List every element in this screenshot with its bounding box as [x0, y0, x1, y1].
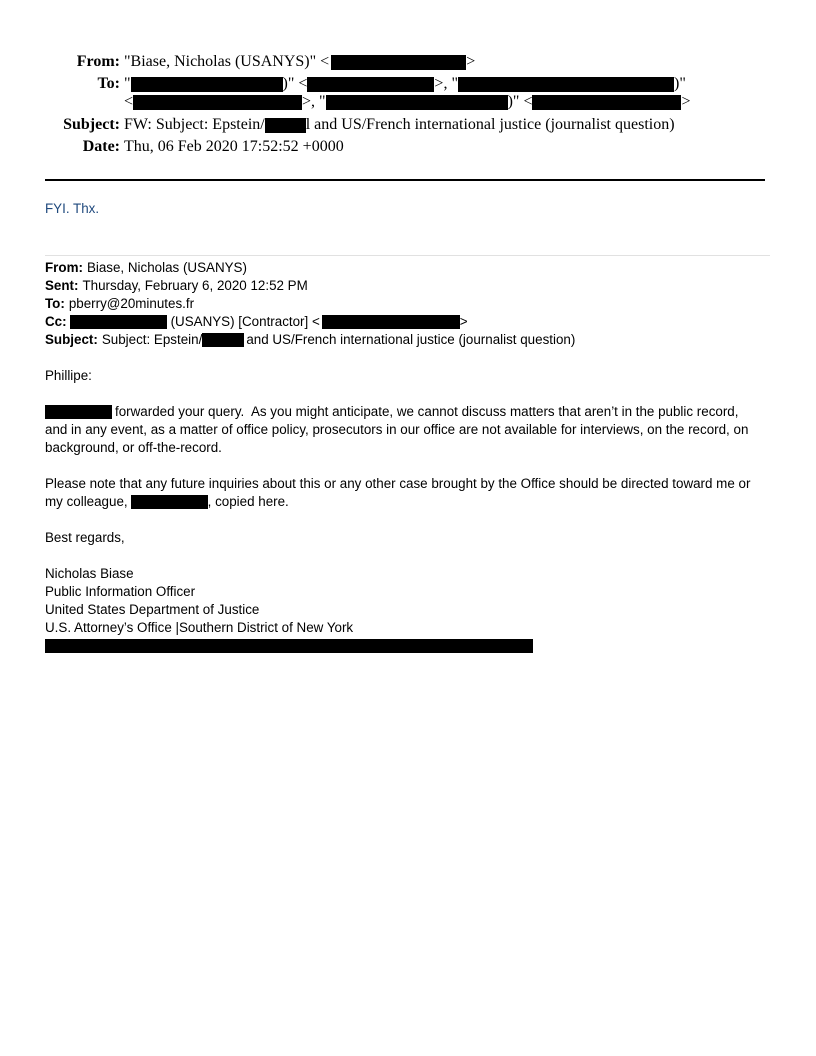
signature-name: Nicholas Biase — [45, 566, 134, 581]
redaction-box — [131, 495, 208, 509]
paragraph-text: my colleague, — [45, 494, 128, 509]
header-to-segment: )" < — [507, 93, 533, 110]
redaction-box — [458, 77, 674, 92]
header-to-segment: >, " — [434, 75, 458, 92]
paragraph-text: , copied here. — [207, 494, 289, 509]
header-to-row — [0, 75, 686, 93]
header-separator-rule — [45, 179, 765, 181]
header-subject-end: l and US/French international justice (journalist question) — [305, 116, 675, 133]
header-to-value-line2 — [124, 93, 691, 110]
fwd-to-label: To: — [45, 296, 65, 311]
header-from-row — [0, 53, 475, 71]
fwd-cc-close: > — [459, 314, 468, 329]
header-subject-start: FW: Subject: Epstein/ — [124, 116, 265, 133]
redaction-box — [532, 95, 681, 110]
header-to-segment: >, " — [302, 93, 326, 110]
fwd-from-line — [45, 259, 785, 277]
header-to-label: To: — [97, 75, 120, 92]
paragraph-line — [45, 493, 785, 511]
redaction-box — [70, 315, 167, 329]
fwd-sent-label: Sent: — [45, 278, 79, 293]
closing: Best regards, — [45, 530, 125, 545]
redaction-box — [45, 405, 112, 419]
fwd-subject-line — [45, 331, 785, 349]
redaction-box — [322, 315, 460, 329]
header-subject-row — [0, 116, 675, 134]
header-date-label: Date: — [82, 138, 120, 155]
fwd-to-value: pberry@20minutes.fr — [68, 296, 195, 311]
fwd-subject-start: Subject: Epstein/ — [101, 332, 203, 347]
paragraph-line: background, or off-the-record. — [45, 440, 222, 455]
header-from-sender: "Biase, Nicholas (USANYS)" < — [124, 53, 330, 70]
header-date-row — [0, 138, 344, 156]
fwd-subject-end: and US/French international justice (journalist question) — [246, 332, 576, 347]
signature-department: United States Department of Justice — [45, 602, 260, 617]
redaction-box — [202, 333, 244, 347]
body-paragraph-1 — [45, 403, 785, 457]
header-to-segment: )" — [673, 75, 686, 92]
forward-note: FYI. Thx. — [45, 201, 100, 216]
header-subject-value — [124, 116, 675, 133]
fwd-from-label: From: — [45, 260, 83, 275]
paragraph-line: Please note that any future inquiries about this or any other case brought by the Office should be directed toward me or — [45, 476, 751, 491]
fwd-subject-label: Subject: — [45, 332, 98, 347]
signature-title: Public Information Officer — [45, 584, 196, 599]
header-to-value-line1 — [124, 75, 686, 92]
greeting: Phillipe: — [45, 368, 92, 383]
fwd-to-line — [45, 295, 785, 313]
forwarded-header — [45, 259, 785, 349]
fwd-cc-label: Cc: — [45, 314, 67, 329]
fwd-sent-line — [45, 277, 785, 295]
header-to-segment: " — [124, 75, 131, 92]
paragraph-line: and in any event, as a matter of office policy, prosecutors in our office are not available for interviews, on the record, on — [45, 422, 749, 437]
fwd-cc-line — [45, 313, 785, 331]
header-from-label: From: — [76, 53, 120, 70]
header-subject-label: Subject: — [63, 116, 120, 133]
header-date-value: Thu, 06 Feb 2020 17:52:52 +0000 — [124, 138, 344, 155]
redaction-box — [331, 55, 466, 70]
forwarded-divider — [45, 255, 770, 256]
redaction-box — [131, 77, 283, 92]
body-paragraph-2 — [45, 475, 785, 511]
forwarded-message — [45, 259, 785, 655]
header-from-close: > — [466, 53, 476, 70]
redaction-box — [265, 118, 306, 133]
header-to-segment: )" < — [282, 75, 308, 92]
paragraph-text: forwarded your query. As you might anticipate, we cannot discuss matters that aren’t in the public record, — [115, 404, 739, 419]
redaction-box — [45, 639, 533, 653]
signature-office: U.S. Attorney’s Office |Southern District of New York — [45, 620, 354, 635]
paragraph-line — [45, 403, 785, 421]
redaction-box — [326, 95, 508, 110]
header-to-segment: > — [681, 93, 691, 110]
header-from-value — [124, 53, 475, 70]
fwd-sent-value: Thursday, February 6, 2020 12:52 PM — [82, 278, 308, 293]
header-to-row-continued — [0, 93, 691, 111]
signature-block — [45, 565, 785, 655]
fwd-from-value: Biase, Nicholas (USANYS) — [86, 260, 247, 275]
fwd-cc-value: (USANYS) [Contractor] < — [170, 314, 320, 329]
redaction-box — [133, 95, 302, 110]
header-to-segment: < — [124, 93, 134, 110]
redaction-box — [307, 77, 434, 92]
signature-redacted-line — [45, 637, 785, 655]
